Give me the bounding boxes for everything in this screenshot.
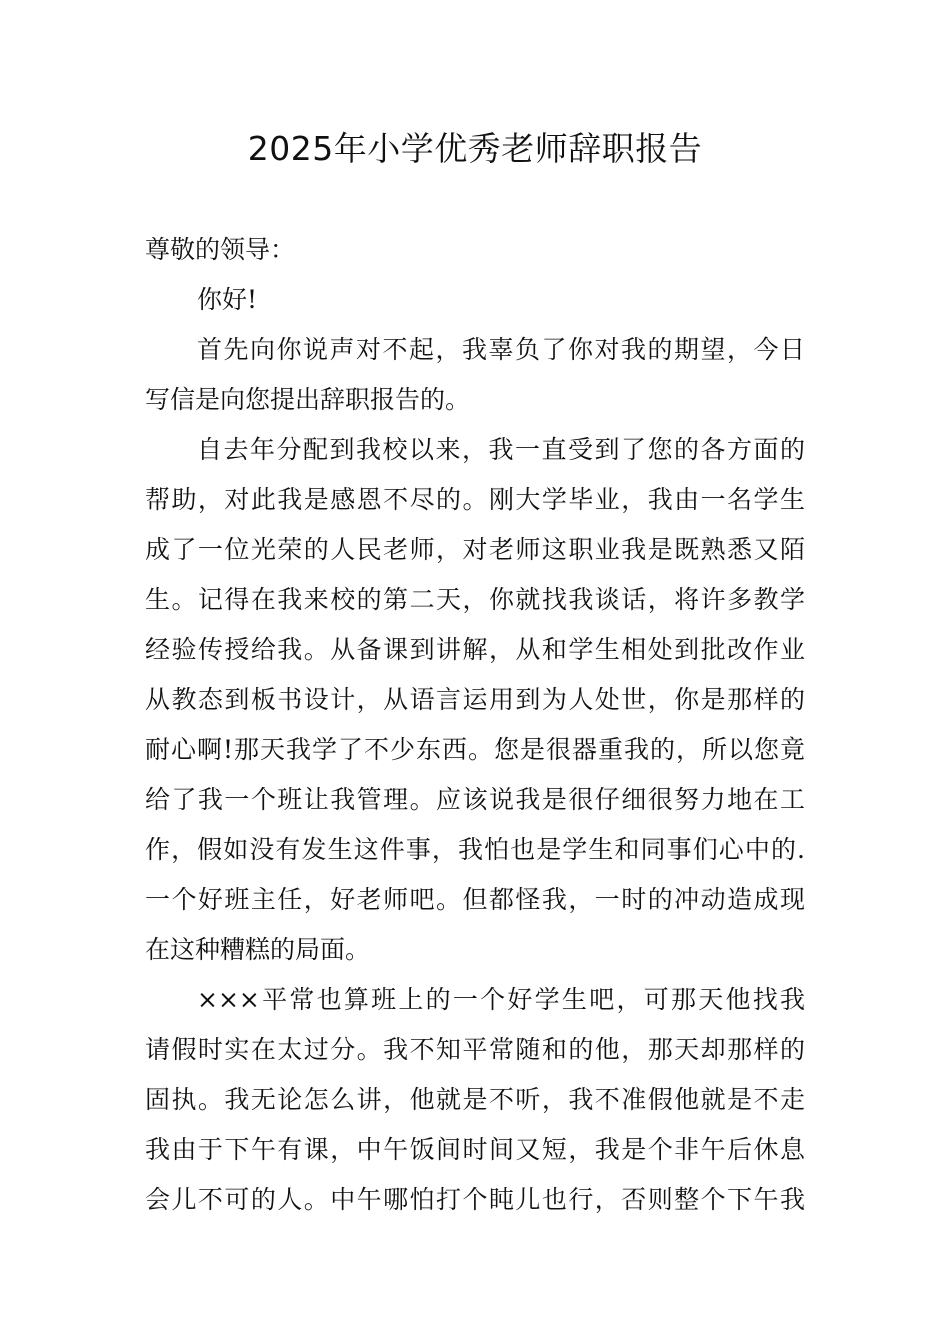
paragraph-line: 会儿不可的人。中午哪怕打个盹儿也行，否则整个下午我: [145, 1185, 805, 1214]
document-title: 2025年小学优秀老师辞职报告: [247, 129, 703, 168]
paragraph-line: 耐心啊!那天我学了不少东西。您是很器重我的，所以您竟: [145, 735, 805, 764]
paragraph-line: 经验传授给我。从备课到讲解，从和学生相处到批改作业: [145, 635, 805, 664]
paragraph-3: [145, 975, 805, 1225]
salutation: 尊敬的领导：: [145, 235, 296, 264]
paragraph-line: 写信是向您提出辞职报告的。: [145, 385, 471, 414]
paragraph-line: 自去年分配到我校以来，我一直受到了您的各方面的: [197, 435, 805, 464]
paragraph-line: 作，假如没有发生这件事，我怕也是学生和同事们心中的.: [145, 835, 805, 864]
paragraph-line: ×××平常也算班上的一个好学生吧，可那天他找我: [197, 985, 805, 1014]
paragraph-line: 成了一位光荣的人民老师，对老师这职业我是既熟悉又陌: [145, 535, 805, 564]
paragraph-line: 固执。我无论怎么讲，他就是不听，我不准假他就是不走: [145, 1085, 805, 1114]
paragraph-2: [145, 425, 805, 975]
paragraph-line: 生。记得在我来校的第二天，你就找我谈话，将许多教学: [145, 585, 805, 614]
paragraph-1: [145, 325, 805, 425]
paragraph-line: 在这种糟糕的局面。: [145, 935, 371, 964]
paragraph-line: 从教态到板书设计，从语言运用到为人处世，你是那样的: [145, 685, 805, 714]
paragraph-line: 首先向你说声对不起，我辜负了你对我的期望，今日: [197, 335, 805, 364]
paragraph-line: 一个好班主任，好老师吧。但都怪我，一时的冲动造成现: [145, 885, 805, 914]
paragraph-line: 帮助，对此我是感恩不尽的。刚大学毕业，我由一名学生: [145, 485, 805, 514]
document-body: [145, 225, 805, 1225]
paragraph-line: 我由于下午有课，中午饭间时间又短，我是个非午后休息: [145, 1135, 805, 1164]
paragraph-line: 请假时实在太过分。我不知平常随和的他，那天却那样的: [145, 1035, 805, 1064]
paragraph-line: 给了我一个班让我管理。应该说我是很仔细很努力地在工: [145, 785, 805, 814]
greeting: 你好!: [197, 285, 258, 314]
